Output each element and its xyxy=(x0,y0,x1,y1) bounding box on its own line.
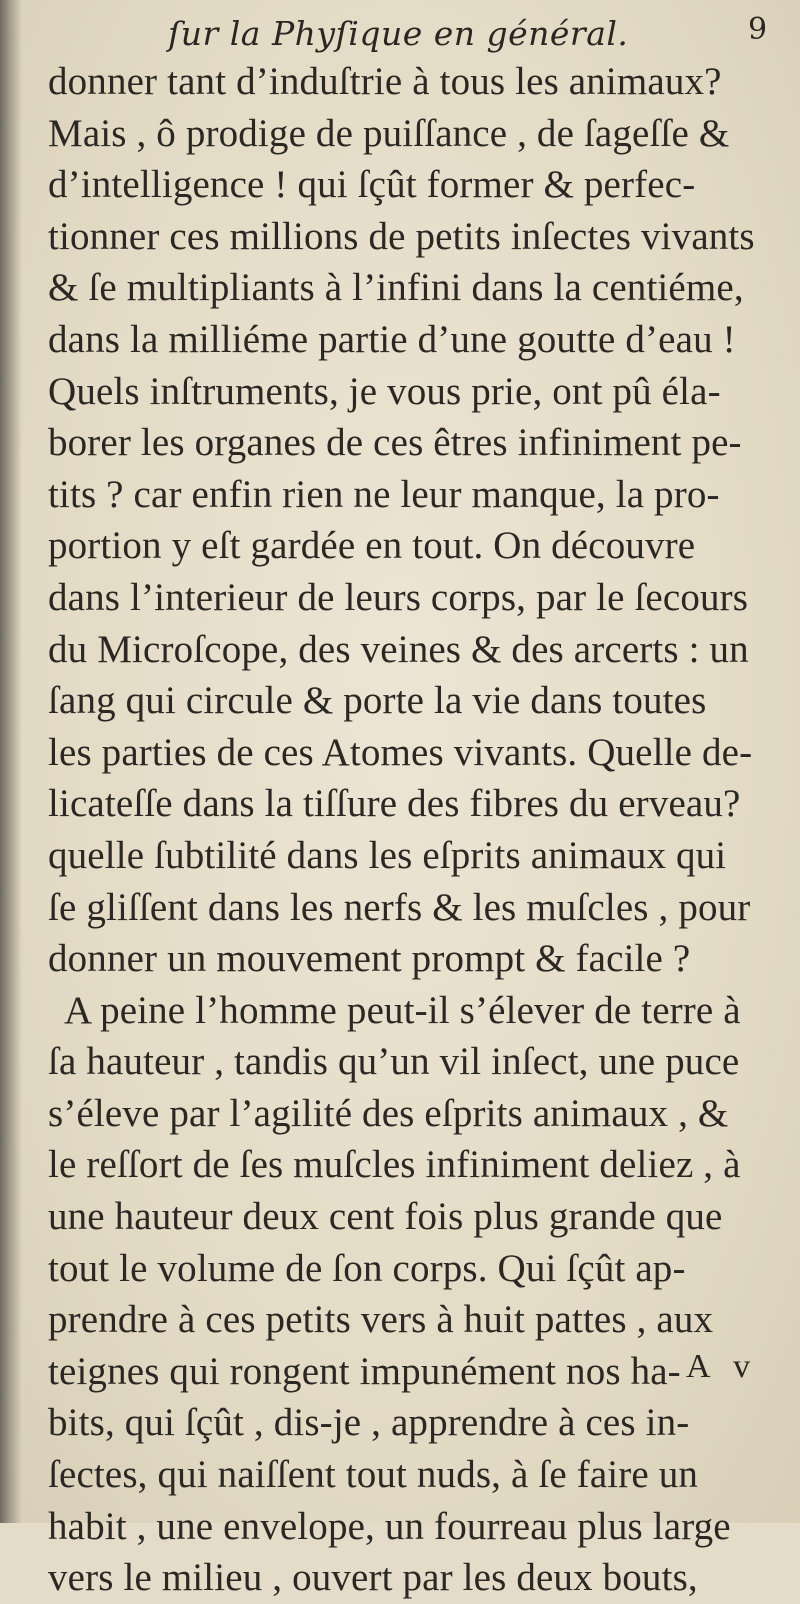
text-line: donner un mouvement prompt & facile ? xyxy=(48,937,691,981)
page-edge-shadow xyxy=(0,0,22,1523)
text-line: Mais , ô prodige de puiſſance , de ſageſſe & xyxy=(48,111,730,155)
text-line: ſectes, qui naiſſent tout nuds, à ſe faire un xyxy=(48,1453,699,1497)
text-line: le reſſort de ſes muſcles infiniment deliez , à xyxy=(48,1143,741,1187)
text-line: borer les organes de ces êtres infiniment pe- xyxy=(48,421,742,465)
text-line: licateſſe dans la tiſſure des fibres du erveau? xyxy=(48,782,741,826)
text-line: portion y eſt gardée en tout. On découvre xyxy=(48,524,696,568)
signature-mark: A v xyxy=(686,1348,759,1385)
text-line: Quels inſtruments, je vous prie, ont pû éla- xyxy=(48,369,721,413)
text-line: donner tant d’induſtrie à tous les animaux? xyxy=(48,60,722,103)
text-line: ſa hauteur , tandis qu’un vil inſect, une puce xyxy=(48,1040,740,1084)
text-line: habit , une envelope, un fourreau plus large xyxy=(48,1504,731,1548)
text-line: ſang qui circule & porte la vie dans toutes xyxy=(48,679,707,723)
body-text xyxy=(48,56,776,1604)
running-title: ſur la Phyſique en général. xyxy=(168,14,629,53)
text-line: les parties de ces Atomes vivants. Quelle de- xyxy=(48,730,753,774)
text-line: ſe gliſſent dans les nerfs & les muſcles , pour xyxy=(48,885,751,929)
text-line: dans l’interieur de leurs corps, par le ſecours xyxy=(48,575,749,619)
text-line: prendre à ces petits vers à huit pattes , aux xyxy=(48,1298,714,1342)
page-number: 9 xyxy=(748,12,768,47)
text-line: tits ? car enfin rien ne leur manque, la pro- xyxy=(48,472,720,516)
text-line: A peine l’homme peut-il s’élever de terre à xyxy=(64,988,741,1032)
text-line: tout le volume de ſon corps. Qui ſçût ap- xyxy=(48,1246,686,1290)
text-line: vers le milieu , ouvert par les deux bouts, xyxy=(48,1556,698,1600)
text-line: & ſe multipliants à l’infini dans la centiéme, xyxy=(48,266,744,310)
text-line: une hauteur deux cent fois plus grande que xyxy=(48,1195,723,1239)
text-line: d’intelligence ! qui ſçût former & perfec- xyxy=(48,163,696,207)
text-line: quelle ſubtilité dans les eſprits animaux qui xyxy=(48,833,727,877)
text-line: dans la milliéme partie d’une goutte d’eau ! xyxy=(48,317,736,361)
text-line: s’éleve par l’agilité des eſprits animaux , & xyxy=(48,1091,729,1135)
text-line: teignes qui rongent impunément nos ha- xyxy=(48,1349,681,1393)
text-line: tionner ces millions de petits inſectes vivants xyxy=(48,214,755,258)
page-header xyxy=(0,8,800,53)
text-line: du Microſcope, des veines & des arcerts : un xyxy=(48,627,749,671)
text-line: bits, qui ſçût , dis-je , apprendre à ces in- xyxy=(48,1401,690,1445)
